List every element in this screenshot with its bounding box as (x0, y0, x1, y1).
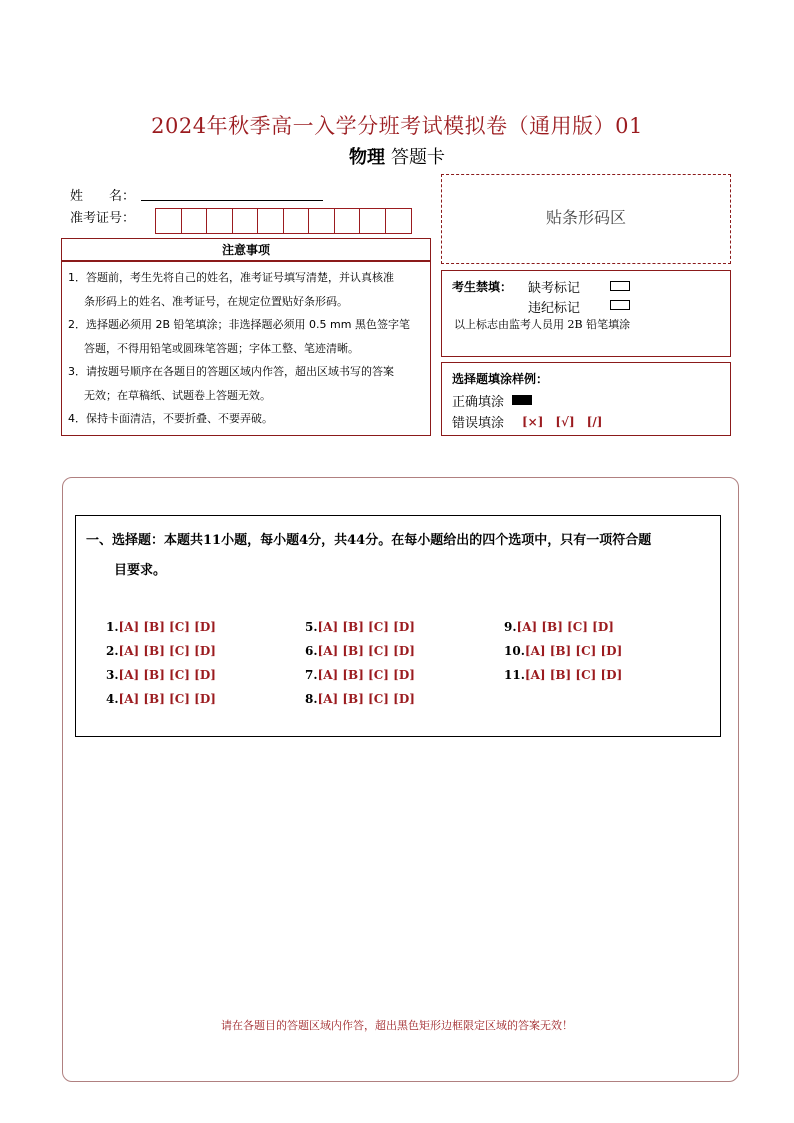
section-instructions-line: 目要求。 (114, 563, 167, 578)
notice-line: 4．保持卡面清洁，不要折叠、不要弄破。 (68, 412, 273, 425)
id-digit-box[interactable] (284, 209, 310, 233)
question-6-options[interactable]: 6.[A] [B] [C] [D] (305, 644, 415, 658)
page-subtitle (0, 143, 794, 169)
id-digit-box[interactable] (156, 209, 182, 233)
sample-label: 选择题填涂样例： (452, 372, 549, 386)
notice-line: 1．答题前，考生先将自己的姓名，准考证号填写清楚，并认真核准 (68, 271, 394, 284)
id-number-boxes[interactable] (155, 208, 412, 234)
correct-fill-label: 正确填涂 (452, 395, 505, 410)
absent-mark-box[interactable] (610, 281, 630, 291)
id-digit-box[interactable] (360, 209, 386, 233)
wrong-fill-label: 错误填涂 (452, 416, 505, 431)
correct-fill-mark (512, 395, 532, 405)
forbidden-note: 以上标志由监考人员用 2B 铅笔填涂 (454, 318, 631, 331)
notice-line: 无效；在草稿纸、试题卷上答题无效。 (84, 388, 271, 402)
fill-sample-box (441, 362, 731, 436)
subject-label: 物理 (349, 147, 385, 168)
forbidden-box (441, 270, 731, 357)
id-digit-box[interactable] (335, 209, 361, 233)
notice-line: 2．选择题必须用 2B 铅笔填涂；非选择题必须用 0.5 mm 黑色签字笔 (68, 318, 410, 331)
violation-label: 违纪标记 (528, 301, 581, 316)
question-8-options[interactable]: 8.[A] [B] [C] [D] (305, 692, 415, 706)
notice-line: 答题，不得用铅笔或圆珠笔答题；字体工整、笔迹清晰。 (84, 341, 359, 355)
absent-label: 缺考标记 (528, 281, 581, 296)
question-3-options[interactable]: 3.[A] [B] [C] [D] (106, 668, 216, 682)
id-label: 准考证号： (70, 211, 136, 226)
question-10-options[interactable]: 10.[A] [B] [C] [D] (504, 644, 623, 658)
question-4-options[interactable]: 4.[A] [B] [C] [D] (106, 692, 216, 706)
footer-warning: 请在各题目的答题区域内作答，超出黑色矩形边框限定区域的答案无效！ (221, 1019, 573, 1032)
forbidden-label: 考生禁填： (452, 280, 513, 294)
id-digit-box[interactable] (182, 209, 208, 233)
notice-line: 3．请按题号顺序在各题目的答题区域内作答，超出区域书写的答案 (68, 365, 394, 378)
section-instructions (86, 526, 716, 586)
id-digit-box[interactable] (207, 209, 233, 233)
question-2-options[interactable]: 2.[A] [B] [C] [D] (106, 644, 216, 658)
question-11-options[interactable]: 11.[A] [B] [C] [D] (504, 668, 623, 682)
question-7-options[interactable]: 7.[A] [B] [C] [D] (305, 668, 415, 682)
name-field[interactable] (141, 200, 323, 201)
notice-line: 条形码上的姓名、准考证号，在规定位置贴好条形码。 (84, 294, 348, 308)
question-9-options[interactable]: 9.[A] [B] [C] [D] (504, 620, 614, 634)
name-label: 姓 名： (70, 189, 136, 204)
question-5-options[interactable]: 5.[A] [B] [C] [D] (305, 620, 415, 634)
answer-sheet-label: 答题卡 (391, 147, 445, 168)
id-digit-box[interactable] (309, 209, 335, 233)
violation-mark-box[interactable] (610, 300, 630, 310)
barcode-area: 贴条形码区 (441, 174, 731, 264)
question-1-options[interactable]: 1.[A] [B] [C] [D] (106, 620, 216, 634)
wrong-fill-marks: [×] [√] [/] (522, 415, 603, 429)
id-digit-box[interactable] (233, 209, 259, 233)
id-digit-box[interactable] (258, 209, 284, 233)
id-digit-box[interactable] (386, 209, 412, 233)
notice-heading: 注意事项 (61, 238, 431, 261)
notice-body (61, 261, 431, 436)
page-title: 2024年秋季高一入学分班考试模拟卷（通用版）01 (151, 114, 643, 138)
section-instructions-line: 一、选择题：本题共11小题，每小题4分，共44分。在每小题给出的四个选项中，只有一项符合题 (86, 533, 652, 548)
